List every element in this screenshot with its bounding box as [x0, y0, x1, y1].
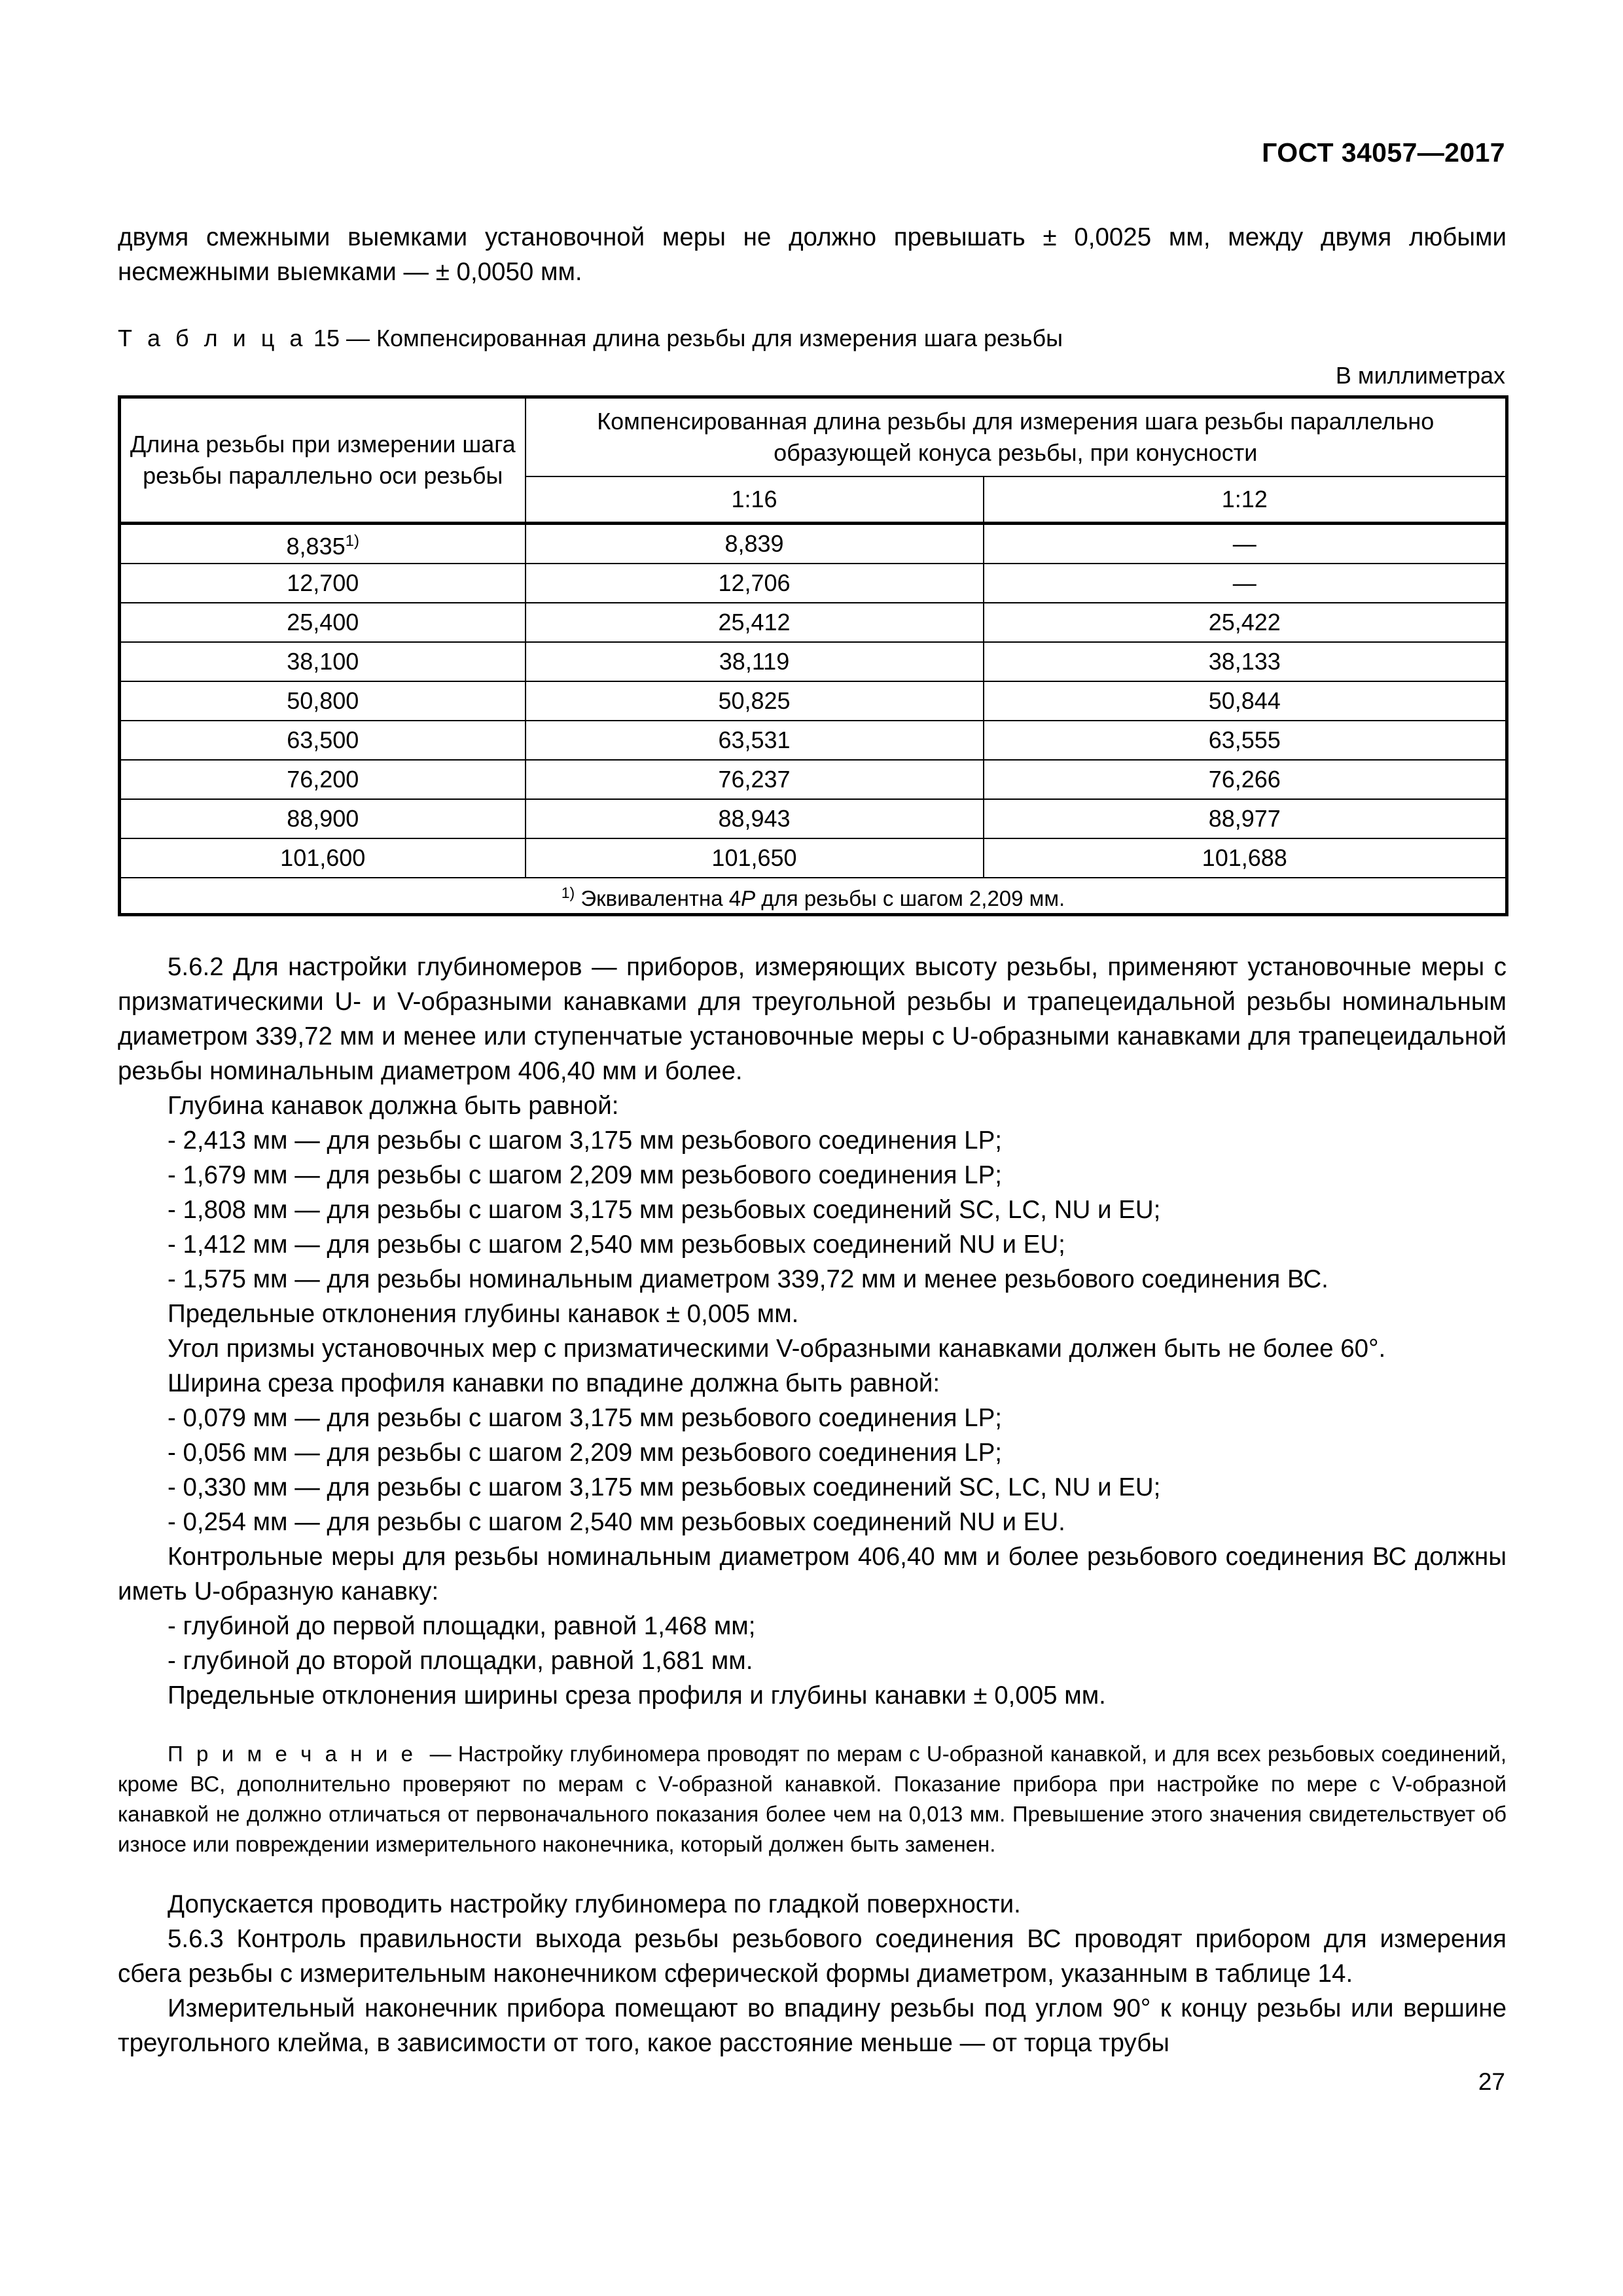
table-foot [120, 878, 1507, 915]
cell-thread-length: 63,500 [120, 721, 526, 760]
depth-item-2: - 1,679 мм — для резьбы с шагом 2,209 мм резьбового соединения LP; [168, 1161, 1002, 1189]
depth-item-4: - 1,412 мм — для резьбы с шагом 2,540 мм резьбовых соединений NU и EU; [168, 1230, 1065, 1259]
cell-compensated-1-12: 38,133 [984, 642, 1507, 681]
cell-compensated-1-16: 12,706 [526, 564, 984, 603]
note-label: П р и м е ч а н и е [168, 1742, 416, 1766]
cell-compensated-1-12: 25,422 [984, 603, 1507, 642]
cell-compensated-1-12: 50,844 [984, 681, 1507, 721]
cell-compensated-1-12: 101,688 [984, 838, 1507, 878]
cell-compensated-1-12: 63,555 [984, 721, 1507, 760]
cell-compensated-1-16: 8,839 [526, 524, 984, 564]
width-item-3: - 0,330 мм — для резьбы с шагом 3,175 мм резьбовых соединений SC, LC, NU и EU; [168, 1473, 1161, 1501]
footnote-marker: 1) [561, 884, 575, 901]
depth-item-1: - 2,413 мм — для резьбы с шагом 3,175 мм резьбового соединения LP; [168, 1126, 1002, 1155]
cell-thread-length: 50,800 [120, 681, 526, 721]
header-cell-stub: Длина резьбы при измерении шага резьбы параллельно оси резьбы [120, 397, 526, 524]
table-body [120, 524, 1507, 878]
cell-compensated-1-12: — [984, 564, 1507, 603]
smooth-surface: Допускается проводить настройку глубиномера по гладкой поверхности. [168, 1890, 1021, 1918]
control-measures: Контрольные меры для резьбы номинальным диаметром 406,40 мм и более резьбового соединения ВС должны иметь U-образную канавку: [118, 1543, 1507, 1605]
control-item-1: - глубиной до первой площадки, равной 1,468 мм; [168, 1612, 756, 1640]
width-item-2: - 0,056 мм — для резьбы с шагом 2,209 мм резьбового соединения LP; [168, 1439, 1002, 1467]
width-item-1: - 0,079 мм — для резьбы с шагом 3,175 мм резьбового соединения LP; [168, 1404, 1002, 1432]
table-row [120, 524, 1507, 564]
table-caption [118, 325, 1063, 352]
cell-thread-length: 76,200 [120, 760, 526, 799]
table-caption-label: Т а б л и ц а [118, 325, 307, 351]
header-cell-ratio-1-12: 1:12 [984, 476, 1507, 524]
after-note-block [118, 1887, 1507, 2060]
note-block [118, 1739, 1507, 1859]
cell-thread-length: 12,700 [120, 564, 526, 603]
prism-angle: Угол призмы установочных мер с призматическими V-образными канавками должен быть не более 60°. [168, 1335, 1386, 1363]
standard-header: ГОСТ 34057—2017 [1262, 137, 1505, 168]
depth-item-5: - 1,575 мм — для резьбы номинальным диаметром 339,72 мм и менее резьбового соединения ВС. [168, 1265, 1329, 1293]
cell-thread-length: 8,835$^{1)}$ [120, 524, 526, 564]
cell-compensated-1-16: 76,237 [526, 760, 984, 799]
intro-paragraph: двумя смежными выемками установочной меры не должно превышать ± 0,0025 мм, между двумя любыми несмежными выемками — ± 0,0050 мм. [118, 223, 1507, 286]
control-item-2: - глубиной до второй площадки, равной 1,681 мм. [168, 1647, 753, 1675]
table-row [120, 838, 1507, 878]
cell-compensated-1-16: 63,531 [526, 721, 984, 760]
table-footnote [120, 878, 1507, 915]
cell-footnote-marker: 1) [345, 532, 359, 550]
cell-compensated-1-12: — [984, 524, 1507, 564]
width-intro: Ширина среза профиля канавки по впадине должна быть равной: [168, 1369, 940, 1397]
control-tolerance: Предельные отклонения ширины среза профиля и глубины канавки ± 0,005 мм. [168, 1681, 1106, 1710]
cell-thread-length: 101,600 [120, 838, 526, 878]
header-cell-span: Компенсированная длина резьбы для измерения шага резьбы параллельно образующей конуса резьбы, при конусности [526, 397, 1507, 477]
footnote-text-after: для резьбы с шагом 2,209 мм. [755, 886, 1065, 910]
table-units-note: В миллиметрах [1335, 362, 1505, 389]
cell-thread-length: 25,400 [120, 603, 526, 642]
note-text: — Настройку глубиномера проводят по мерам с U-образной канавкой, и для всех резьбовых соединений, кроме ВС, дополнительно проверяют по мерам с V-образной канавкой. Показание прибора при настройке по мере с V-образной канавкой не должно отличаться от первоначального показания более чем на 0,013 мм. Превышение этого значения свидетельствует об износе или повреждении измерительного наконечника, который должен быть заменен. [118, 1742, 1507, 1856]
cell-compensated-1-16: 101,650 [526, 838, 984, 878]
cell-compensated-1-16: 88,943 [526, 799, 984, 838]
cell-compensated-1-16: 38,119 [526, 642, 984, 681]
body-text-flow [118, 950, 1507, 2060]
width-item-4: - 0,254 мм — для резьбы с шагом 2,540 мм резьбовых соединений NU и EU. [168, 1508, 1065, 1536]
table-15 [118, 395, 1508, 916]
table-row [120, 721, 1507, 760]
cell-thread-length: 88,900 [120, 799, 526, 838]
cell-compensated-1-12: 76,266 [984, 760, 1507, 799]
footnote-italic-symbol: P [741, 886, 756, 910]
clause-5-6-2-body: 5.6.2 Для настройки глубиномеров — приборов, измеряющих высоту резьбы, применяют установочные меры с призматическими U- и V-образными канавками для треугольной резьбы и трапецеидальной резьбы номинальным диаметром 339,72 мм и менее или ступенчатые установочные меры с U-образными канавками для трапецеидальной резьбы номинальным диаметром 406,40 мм и более. [118, 953, 1507, 1085]
tip-placement: Измерительный наконечник прибора помещают во впадину резьбы под углом 90° к концу резьбы или вершине треугольного клейма, в зависимости от того, какое расстояние меньше — от торца трубы [118, 1994, 1507, 2057]
table-row [120, 603, 1507, 642]
table-row [120, 642, 1507, 681]
table-row [120, 760, 1507, 799]
table-row [120, 799, 1507, 838]
note-paragraph [118, 1739, 1507, 1859]
page-number: 27 [1478, 2068, 1505, 2095]
table-head [120, 397, 1507, 524]
depth-tolerance: Предельные отклонения глубины канавок ± 0,005 мм. [168, 1300, 799, 1328]
footnote-text-before: Эквивалентна 4 [575, 886, 741, 910]
table-caption-text: — Компенсированная длина резьбы для измерения шага резьбы [346, 325, 1063, 351]
header-cell-ratio-1-16: 1:16 [526, 476, 984, 524]
clause-5-6-3-body: 5.6.3 Контроль правильности выхода резьбы резьбового соединения ВС проводят прибором для измерения сбега резьбы с измерительным наконечником сферической формы диаметром, указанным в таблице 14. [118, 1925, 1507, 1988]
depth-intro: Глубина канавок должна быть равной: [168, 1092, 619, 1120]
depth-item-3: - 1,808 мм — для резьбы с шагом 3,175 мм резьбовых соединений SC, LC, NU и EU; [168, 1196, 1161, 1224]
cell-compensated-1-16: 50,825 [526, 681, 984, 721]
cell-thread-length: 38,100 [120, 642, 526, 681]
table-caption-number: 15 [313, 325, 340, 351]
table-row [120, 564, 1507, 603]
cell-compensated-1-16: 25,412 [526, 603, 984, 642]
table-row [120, 681, 1507, 721]
cell-compensated-1-12: 88,977 [984, 799, 1507, 838]
